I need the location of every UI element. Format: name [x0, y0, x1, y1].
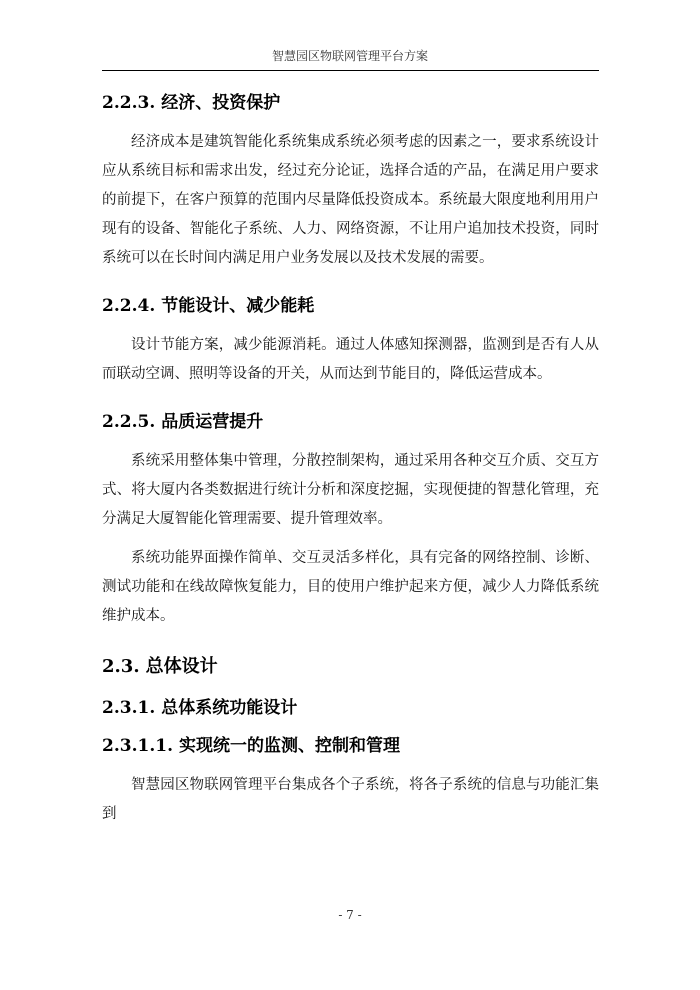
section-number: 2.2.4. — [102, 296, 156, 316]
document-body — [102, 84, 599, 839]
section-number: 2.3.1.1. — [102, 736, 173, 756]
section-title: 总体系统功能设计 — [161, 698, 298, 718]
paragraph: 经济成本是建筑智能化系统集成系统必须考虑的因素之一，要求系统设计应从系统目标和需求出发，经过充分论证，选择合适的产品，在满足用户要求的前提下，在客户预算的范围内尽量降低投资成本。系统最大限度地利用用户现有的设备、智能化子系统、人力、网络资源，不让用户追加技术投资，同时系统可以在长时间内满足用户业务发展以及技术发展的需要。 — [102, 134, 599, 266]
section-heading-2-2-3 — [102, 84, 599, 122]
running-header: 智慧园区物联网管理平台方案 — [271, 49, 428, 63]
page-number: - 7 - — [338, 908, 362, 922]
section-heading-2-3-1-1 — [102, 727, 599, 765]
section-title: 实现统一的监测、控制和管理 — [179, 736, 400, 756]
section-heading-2-3 — [102, 645, 599, 689]
section-heading-2-3-1 — [102, 689, 599, 727]
section-title: 节能设计、减少能耗 — [161, 296, 315, 316]
section-number: 2.2.3. — [102, 93, 156, 113]
paragraph: 设计节能方案，减少能源消耗。通过人体感知探测器，监测到是否有人从而联动空调、照明等设备的开关，从而达到节能目的，降低运营成本。 — [102, 337, 599, 382]
paragraph: 系统功能界面操作简单、交互灵活多样化，具有完备的网络控制、诊断、测试功能和在线故障恢复能力，目的使用户维护起来方便，减少人力降低系统维护成本。 — [102, 550, 599, 624]
section-title: 总体设计 — [145, 656, 218, 677]
section-heading-2-2-4 — [102, 287, 599, 325]
section-number: 2.2.5. — [102, 412, 156, 432]
header-rule — [102, 70, 599, 71]
section-heading-2-2-5 — [102, 403, 599, 441]
paragraph: 智慧园区物联网管理平台集成各个子系统，将各子系统的信息与功能汇集到 — [102, 777, 599, 822]
section-number: 2.3.1. — [102, 698, 156, 718]
section-number: 2.3. — [102, 656, 140, 677]
section-title: 经济、投资保护 — [161, 93, 281, 113]
section-title: 品质运营提升 — [161, 412, 264, 432]
paragraph: 系统采用整体集中管理，分散控制架构，通过采用各种交互介质、交互方式、将大厦内各类数据进行统计分析和深度挖掘，实现便捷的智慧化管理，充分满足大厦智能化管理需要、提升管理效率。 — [102, 453, 599, 527]
